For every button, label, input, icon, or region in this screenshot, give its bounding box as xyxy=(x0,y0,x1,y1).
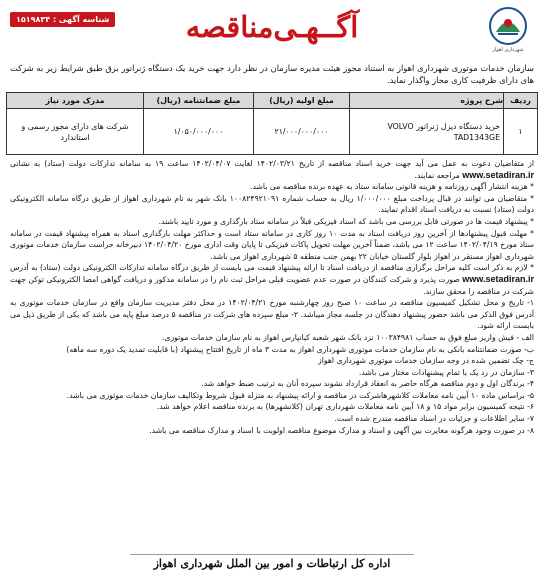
paragraph-deadline: * مهلت قبول پیشنهادها از آخرین روز دریافت اسناد به مدت ۱۰ روز کاری در سامانه ستاد است و حداکثر مهلت بارگذاری اسناد به همراه پیشنهاد قیمت در سامانه ستاد مورخ ۱۴۰۲/۰۴/۱۹ ساعت ۱۲ می باشد، ضمناً آخرین مهلت تحویل پاکات فیزیکی تا پایان وقت اداری مورخ ۱۴۰۲/۰۴/۲۰ دبیرخانه حراست سازمان خدمات موتوری شهرداری اهواز مستقر در اهواز بلوار گلستان خیابان ۲۲ بهمن جنب منطقه ۵ شهرداری اهواز می باشد. xyxy=(10,228,534,261)
paragraph-rule-3: ۳- سازمان در رد یک یا تمام پیشنهادات مختار می باشد. xyxy=(358,367,534,377)
paragraph-deposit-c: ج- چک تضمین شده در وجه سازمان خدمات موتوری شهرداری اهواز xyxy=(318,356,534,366)
row-description: خرید دستگاه دیزل ژنراتور VOLVO TAD1343GE xyxy=(350,109,504,155)
paragraph-rule-6: ۶- نتیجه کمیسیون برابر مواد ۱۵ و ۱۸ آیین نامه معاملات شهرداری تهران (کلانشهرها) به برنده مناقصه اعلام خواهد شد. xyxy=(156,402,534,412)
header xyxy=(6,4,538,62)
footer-signature: اداره کل ارتباطات و امور بین الملل شهرداری اهواز xyxy=(130,554,414,570)
paragraph-rule-7: ۷- سایر اطلاعات و جزئیات در اسناد مناقصه مندرج شده است. xyxy=(334,414,534,424)
notice-body xyxy=(6,155,538,436)
logo-caption: شهرداری اهواز xyxy=(492,47,524,53)
row-initial-price: ۲۱/۰۰۰/۰۰۰/۰۰۰ xyxy=(254,109,350,155)
paragraph-rule-5: ۵- براساس ماده ۱۰ آیین نامه معاملات کلاشهرهاشرکت در مناقصه و ارائه پیشنهاد به منزله قبول شروط وتکالیف سازمان خدمات موتوری می باشد. xyxy=(66,390,534,400)
row-index: ۱ xyxy=(504,109,538,155)
table-header-row xyxy=(7,93,538,109)
col-initial-price: مبلغ اولیه (ریال) xyxy=(254,93,350,109)
paragraph-deposit-b: ب- صورت ضمانتنامه بانکی به نام سازمان خدمات موتوری شهرداری اهواز به مدت ۳ ماه از تاریخ افتتاح پیشنهاد (با قابلیت تمدید یک دوره سه ماهه) xyxy=(66,344,534,354)
paragraph-commission: ۱- تاریخ و محل تشکیل کمیسیون مناقصه در ساعت ۱۰ صبح روز چهارشنبه مورخ ۱۴۰۲/۰۴/۲۱ در محل دفتر مدیریت سازمان واقع در سازمان خدمات موتوری به آدرس فوق الذکر می باشد حضور پیشنهاد دهندگان در جلسه مجاز میباشد. ۲- مبلغ سپرده های شرکت در مناقصه ۵ درصد مبلغ پایه می باشد که یکی از طریق ذیل می بایست ارائه شود. xyxy=(10,298,535,331)
tender-table xyxy=(6,92,538,155)
purchase-dates-text: از متقاضیان دعوت به عمل می آید جهت خرید اسناد مناقصه از تاریخ ۱۴۰۲/۰۳/۲۱ لغایت ۱۴۰۲/۰۴/۰۷ ساعت ۱۹ به سامانه تدارکات دولت (ستاد) به نشانی xyxy=(10,159,534,168)
col-guarantee: مبلغ ضمانتنامه (ریال) xyxy=(144,93,254,109)
notice-id-badge: شناسه آگهی : ۱۵۱۹۸۳۴ xyxy=(10,12,115,27)
paragraph-payment: * متقاضیان می توانند در قبال پرداخت مبلغ ۱/۰۰۰/۰۰۰ ریال به حساب شماره ۱۰۰۸۲۴۹۲۱۰۹۱ بانک شهر به نام شهرداری اهواز از طریق درگاه سامانه الکترونیکی دولت (ستاد) نسبت به دریافت اسناد اقدام نمایند. xyxy=(10,193,534,215)
paragraph-price-review: * پیشنهاد قیمت ها در صورتی قابل بررسی می باشد که اسناد فیزیکی قبلاً در سامانه ستاد بارگذاری و مورد تایید باشند. xyxy=(158,216,534,226)
purchase-dates-end: مراجعه نمایند. xyxy=(414,170,460,180)
setad-process-text: * لازم به ذکر است کلیه مراحل برگزاری مناقصه از دریافت اسناد تا ارائه پیشنهاد قیمت می بایست از طریق درگاه سامانه تدارکات الکترونیکی دولت (ستاد) به آدرس xyxy=(10,263,534,273)
paragraph-rule-8: ۸- در صورت وجود هرگونه مغایرت بین آگهی و اسناد و مدارک موضوع مناقصه اولویت با اسناد و مدارک مناقصه می باشد. xyxy=(149,425,534,435)
table-row xyxy=(7,109,538,155)
paragraph-deposit-a: الف - فیش واریز مبلغ فوق به حساب ۱۰۰۳۸۴۹۸۱ نزد بانک شهر شعبه کیانپارس اهواز به نام سازمان خدمات موتوری. xyxy=(161,332,534,342)
paragraph-purchase-dates xyxy=(10,158,534,181)
paragraph-setad-process xyxy=(10,262,534,297)
col-required-docs: مدرک مورد نیاز xyxy=(7,93,144,109)
col-description: شرح پروژه xyxy=(350,93,504,109)
paragraph-costs: * هزینه انتشار آگهی روزنامه و هزینه قانونی سامانه ستاد به عهده برنده مناقصه می باشد. xyxy=(250,182,534,192)
setad-process-end: صورت پذیرد و شرکت کنندگان در صورت عدم عضویت قبلی مراحل ثبت نام را در سامانه مذکور و دریافت گواهی امضا الکترونیکی توکن جهت شرکت در مناقصه را محقق سازند. xyxy=(10,274,534,296)
paragraph-rule-4: ۴- برندگان اول و دوم مناقصه هرگاه حاضر به انعقاد قرارداد نشوند سپرده آنان به ترتیب ضبط خواهد شد. xyxy=(201,379,534,389)
col-index: ردیف xyxy=(504,93,538,109)
intro-paragraph: سازمان خدمات موتوری شهرداری اهواز به استناد مجوز هیئت مدیره سازمان در نظر دارد جهت خرید یک دستگاه ژنراتور برق طبق شرایط زیر به شرکت های دارای ظرفیت کاری مجاز واگذار نماید. xyxy=(10,63,534,85)
row-guarantee: ۱/۰۵۰/۰۰۰/۰۰۰ xyxy=(144,109,254,155)
notice-title: آگــهـی‌مناقصه xyxy=(185,10,359,44)
row-required-docs: شرکت های دارای مجوز رسمی و استاندارد xyxy=(7,109,144,155)
setad-link[interactable]: www.setadiran.ir xyxy=(462,169,534,180)
setad-link-2[interactable]: www.setadiran.ir xyxy=(462,273,534,284)
